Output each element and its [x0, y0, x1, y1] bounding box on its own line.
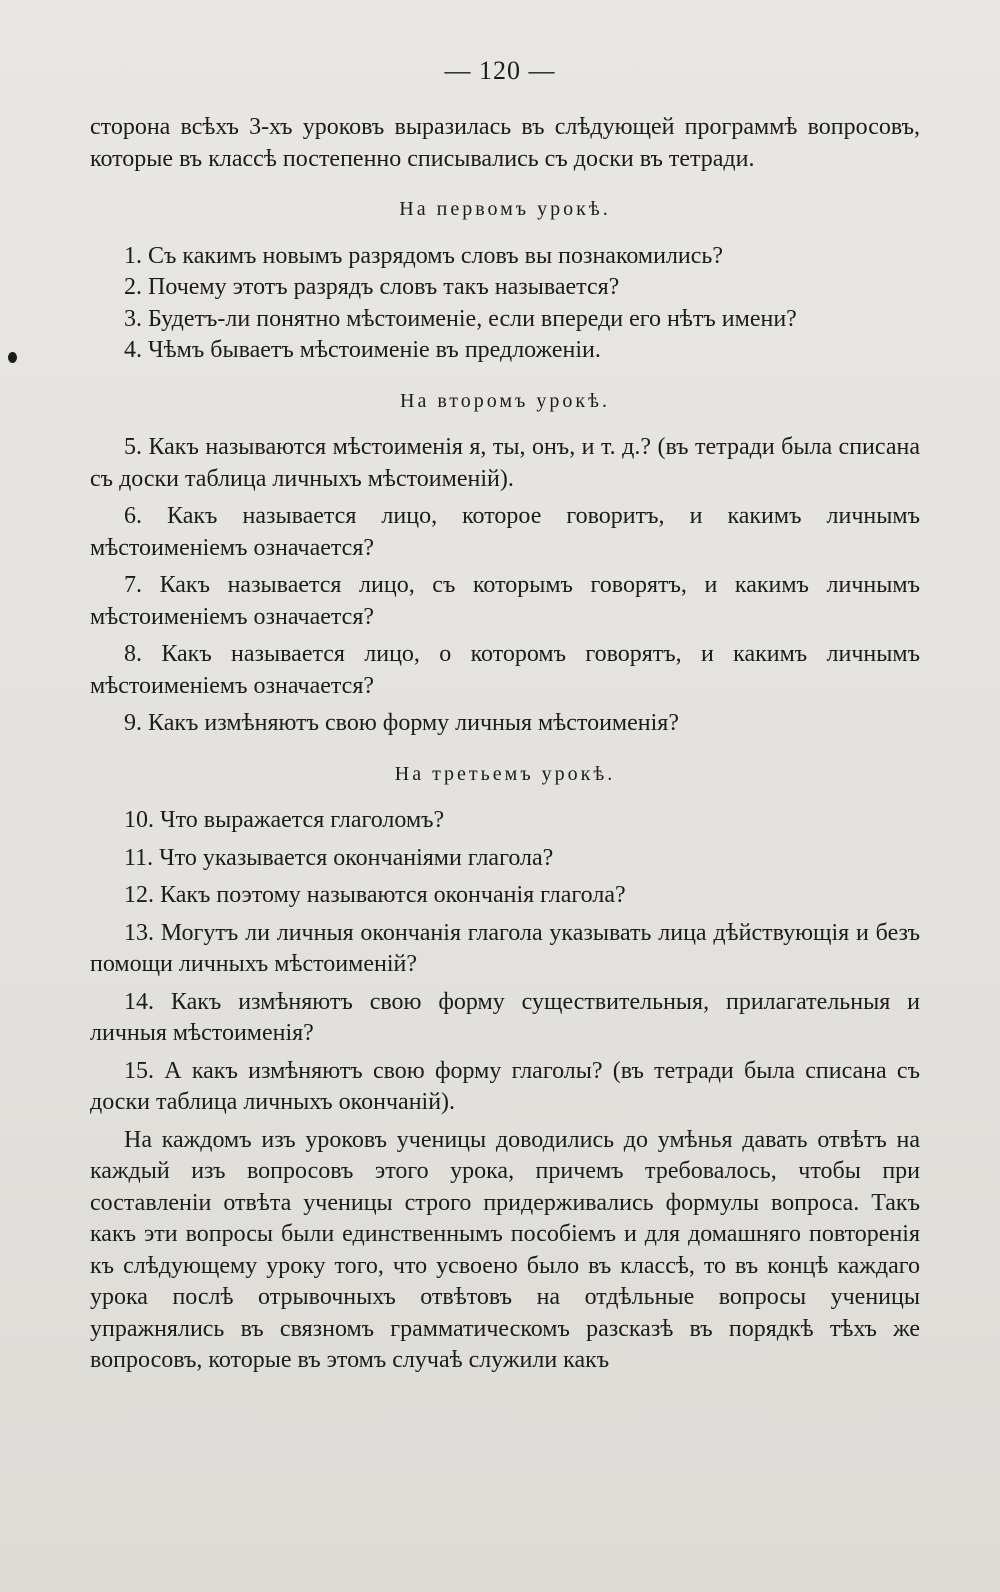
- question-6: 6. Какъ называется лицо, которое говоритъ, и какимъ личнымъ мѣстоименіемъ означается?: [90, 503, 920, 561]
- question-1: 1. Съ какимъ новымъ разрядомъ словъ вы познакомились?: [124, 242, 724, 269]
- question-3: 3. Будетъ-ли понятно мѣстоименіе, если впереди его нѣтъ имени?: [124, 305, 797, 332]
- question-9: 9. Какъ измѣняютъ свою форму личныя мѣстоименія?: [124, 710, 679, 736]
- lesson-heading-second: На второмъ урокѣ.: [400, 389, 610, 412]
- question-13: 13. Могутъ ли личныя окончанія глагола указывать лица дѣйствующія и безъ помощи личныхъ мѣстоименій?: [90, 919, 920, 977]
- question-10: 10. Что выражается глаголомъ?: [124, 807, 445, 833]
- question-15: 15. А какъ измѣняютъ свою форму глаголы? (въ тетради была списана съ доски таблица личныхъ окончаній).: [90, 1057, 920, 1115]
- question-12: 12. Какъ поэтому называются окончанія глагола?: [124, 882, 626, 908]
- closing-paragraph: На каждомъ изъ уроковъ ученицы доводились до умѣнья давать отвѣтъ на каждый изъ вопросовъ этого урока, причемъ требовалось, чтобы при составленіи отвѣта ученицы строго придерживались формулы вопроса. Такъ какъ эти вопросы были единственнымъ пособіемъ и для домашняго повторенія къ слѣдующему уроку того, что усвоено было въ классѣ, то въ концѣ каждаго урока послѣ отрывочныхъ отвѣтовъ на отдѣльные вопросы ученицы упражнялись въ связномъ грамматическомъ разсказѣ въ порядкѣ тѣхъ же вопросовъ, которые въ этомъ случаѣ служили какъ: [90, 1126, 920, 1373]
- ink-dot-mark: [8, 352, 17, 363]
- question-8: 8. Какъ называется лицо, о которомъ говорятъ, и какимъ личнымъ мѣстоименіемъ означается?: [90, 641, 920, 699]
- question-5: 5. Какъ называются мѣстоименія я, ты, онъ, и т. д.? (въ тетради была списана съ доски таблица личныхъ мѣстоименій).: [90, 434, 920, 492]
- lesson-heading-first: На первомъ урокѣ.: [399, 198, 611, 220]
- question-4: 4. Чѣмъ бываетъ мѣстоименіе въ предложеніи.: [124, 337, 601, 363]
- page-number: — 120 —: [444, 56, 556, 85]
- intro-paragraph: сторона всѣхъ 3-хъ уроковъ выразилась въ слѣдующей программѣ вопросовъ, которые въ классѣ постепенно списывались съ доски въ тетради.: [90, 114, 920, 172]
- question-11: 11. Что указывается окончаніями глагола?: [124, 844, 554, 871]
- question-7: 7. Какъ называется лицо, съ которымъ говорятъ, и какимъ личнымъ мѣстоименіемъ означается?: [90, 572, 920, 630]
- page-text: [90, 112, 920, 1377]
- question-2: 2. Почему этотъ разрядъ словъ такъ называется?: [124, 274, 620, 300]
- question-14: 14. Какъ измѣняютъ свою форму существительныя, прилагательныя и личныя мѣстоименія?: [90, 988, 920, 1046]
- lesson-heading-third: На третьемъ урокѣ.: [394, 762, 616, 785]
